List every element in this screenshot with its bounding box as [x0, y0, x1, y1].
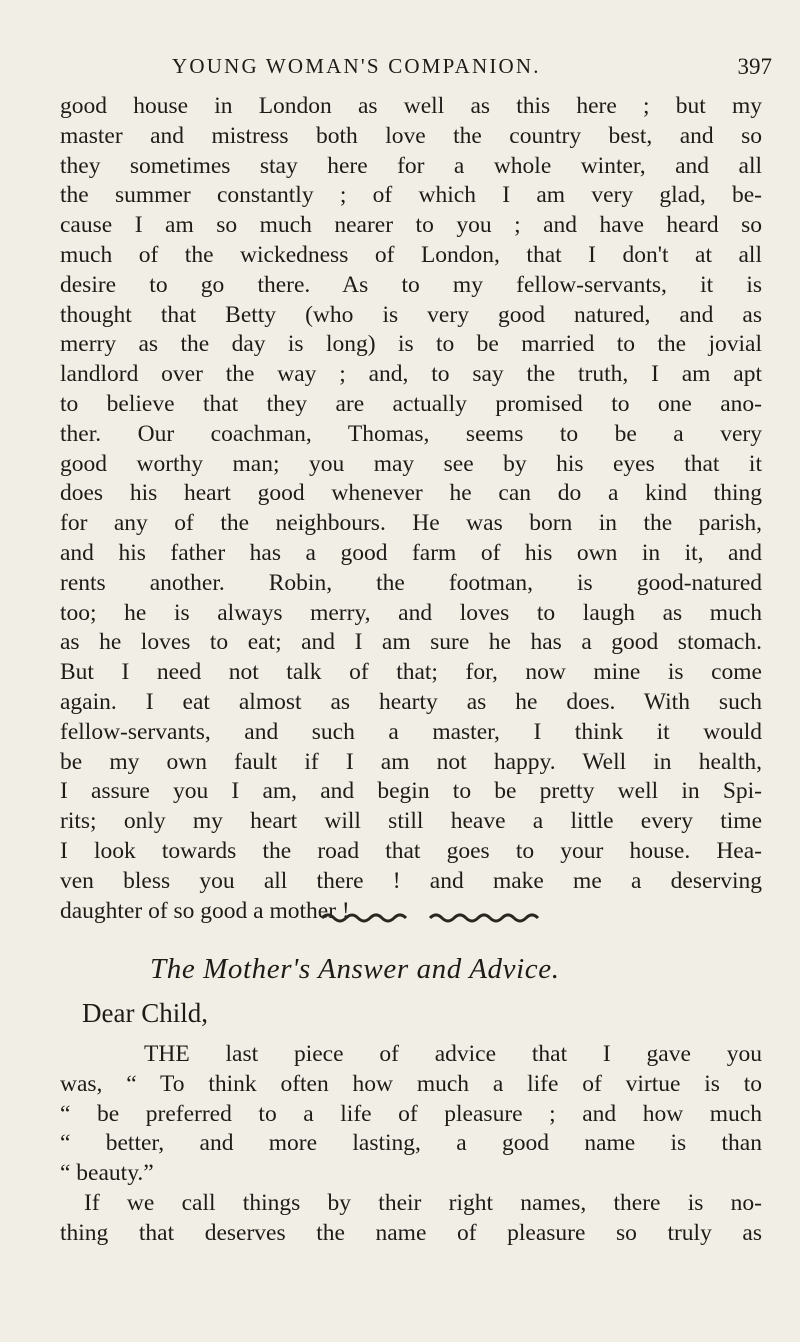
letter-line: good house in London as well as this here ; but my [60, 93, 762, 119]
letter-line: to believe that they are actually promised to one ano- [60, 390, 762, 417]
letter-line: much of the wickedness of London, that I don't at all [60, 241, 762, 268]
letter-line: the summer constantly ; of which I am very glad, be- [60, 182, 762, 209]
letter-line: as he loves to eat; and I am sure he has a good stomach. [60, 629, 762, 656]
answer-line: thing that deserves the name of pleasure so truly as [60, 1219, 762, 1246]
letter-line: be my own fault if I am not happy. Well in health, [60, 748, 762, 775]
answer-line: If we call things by their right names, there is no- [84, 1189, 762, 1216]
page-number: 397 [737, 54, 772, 79]
letter-line: merry as the day is long) is to be married to the jovial [60, 331, 762, 358]
letter-line: cause I am so much nearer to you ; and have heard so [60, 212, 762, 239]
wavy-flourish-ornament [320, 910, 540, 924]
salutation: Dear Child, [82, 998, 208, 1028]
letter-line: fellow-servants, and such a master, I think it would [60, 718, 762, 745]
letter-line: I assure you I am, and begin to be pretty well in Spi- [60, 778, 762, 805]
answer-heading: The Mother's Answer and Advice. [150, 953, 560, 985]
letter-line: ven bless you all there ! and make me a deserving [60, 867, 762, 894]
answer-line: “ beauty.” [60, 1160, 154, 1187]
letter-line: daughter of so good a mother ! [60, 897, 350, 924]
running-head [172, 54, 772, 84]
letter-line: good worthy man; you may see by his eyes that it [60, 450, 762, 477]
letter-line: rits; only my heart will still heave a little every time [60, 808, 762, 835]
answer-line: “ be preferred to a life of pleasure ; and how much [60, 1100, 762, 1127]
letter-line: does his heart good whenever he can do a kind thing [60, 480, 762, 507]
letter-line: too; he is always merry, and loves to laugh as much [60, 599, 762, 626]
letter-line: they sometimes stay here for a whole winter, and all [60, 152, 762, 179]
letter-line: master and mistress both love the country best, and so [60, 122, 762, 149]
answer-line: was, “ To think often how much a life of virtue is to [60, 1070, 762, 1097]
answer-line: THE last piece of advice that I gave you [144, 1041, 762, 1067]
running-title: YOUNG WOMAN'S COMPANION. [172, 54, 541, 78]
letter-line: But I need not talk of that; for, now mine is come [60, 659, 762, 686]
letter-line: again. I eat almost as hearty as he does. With such [60, 688, 762, 715]
letter-line: for any of the neighbours. He was born in the parish, [60, 510, 762, 537]
letter-line: and his father has a good farm of his own in it, and [60, 539, 762, 566]
answer-line: “ better, and more lasting, a good name is than [60, 1130, 762, 1157]
letter-line: thought that Betty (who is very good natured, and as [60, 301, 762, 328]
letter-line: desire to go there. As to my fellow-servants, it is [60, 271, 762, 298]
letter-line: landlord over the way ; and, to say the truth, I am apt [60, 361, 762, 388]
letter-line: ther. Our coachman, Thomas, seems to be a very [60, 420, 762, 447]
letter-line: rents another. Robin, the footman, is good-natured [60, 569, 762, 596]
answer-body [60, 1040, 762, 1249]
letter-line: I look towards the road that goes to your house. Hea- [60, 837, 762, 864]
letter-body [60, 92, 762, 926]
